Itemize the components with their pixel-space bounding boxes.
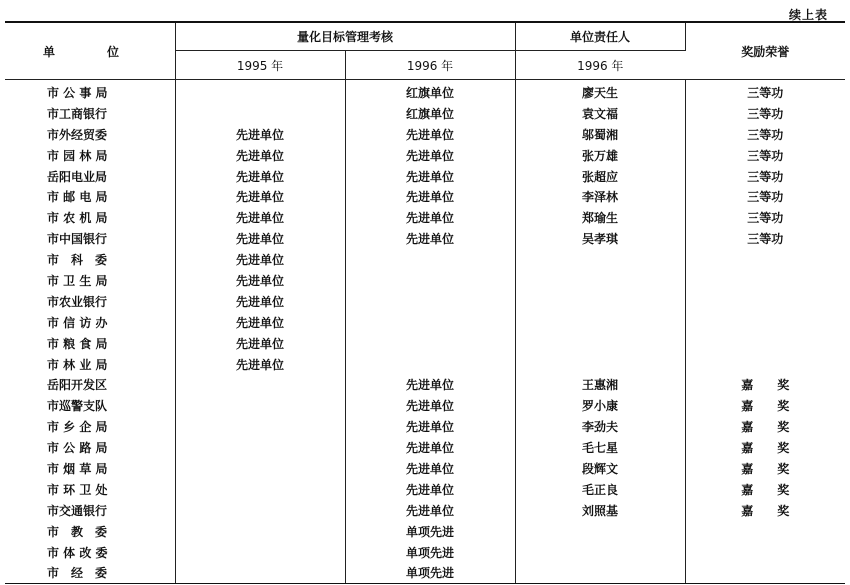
assessment-1995-cell: 先进单位: [175, 249, 345, 270]
award-cell: [685, 521, 845, 542]
unit-cell: 市 粮 食 局: [5, 333, 175, 354]
table-row: [5, 458, 845, 479]
responsible-person-cell: [515, 521, 685, 542]
unit-cell: 岳阳开发区: [5, 374, 175, 395]
unit-cell: 市 林 业 局: [5, 354, 175, 375]
award-cell: 嘉 奖: [741, 441, 790, 456]
assessment-1996-cell: 先进单位: [345, 228, 515, 249]
table-row: [5, 374, 845, 395]
assessment-1996-cell: 先进单位: [345, 145, 515, 166]
responsible-person-cell: 张超应: [515, 166, 685, 187]
responsible-person-cell: 邬蜀湘: [515, 124, 685, 145]
table-row: [5, 500, 845, 521]
assessment-1996-cell: 先进单位: [345, 186, 515, 207]
table-row: [5, 437, 845, 458]
unit-cell: 市 烟 草 局: [5, 458, 175, 479]
award-cell: 三等功: [747, 211, 784, 226]
assessment-1995-cell: [175, 80, 345, 103]
header-year-1995: 1995 年: [175, 51, 345, 80]
responsible-person-cell: 毛正良: [515, 479, 685, 500]
assessment-1995-cell: 先进单位: [175, 333, 345, 354]
unit-cell: 市外经贸委: [5, 124, 175, 145]
assessment-1996-cell: [345, 270, 515, 291]
award-cell: 嘉 奖: [741, 503, 790, 518]
header-responsible: 单位责任人: [515, 22, 685, 51]
award-cell: [685, 333, 845, 354]
table-row: [5, 291, 845, 312]
responsible-person-cell: 郑瑜生: [515, 207, 685, 228]
assessment-1995-cell: 先进单位: [175, 270, 345, 291]
unit-cell: 市 体 改 委: [5, 542, 175, 563]
responsible-person-cell: 廖天生: [515, 80, 685, 103]
unit-cell: 市 农 机 局: [5, 207, 175, 228]
table-row: [5, 186, 845, 207]
assessment-1995-cell: 先进单位: [175, 291, 345, 312]
award-cell: [685, 249, 845, 270]
table-row: [5, 207, 845, 228]
table-row: [5, 479, 845, 500]
unit-cell: 市交通银行: [5, 500, 175, 521]
responsible-person-cell: 李劲夫: [515, 416, 685, 437]
table-row: [5, 312, 845, 333]
responsible-person-cell: [515, 312, 685, 333]
responsible-person-cell: 吴孝琪: [515, 228, 685, 249]
unit-cell: 市 卫 生 局: [5, 270, 175, 291]
table-caption: 续上表: [788, 8, 828, 22]
header-unit-char2: 位: [107, 44, 120, 59]
assessment-1995-cell: [175, 521, 345, 542]
assessment-1995-cell: 先进单位: [175, 186, 345, 207]
unit-cell: 市工商银行: [5, 103, 175, 124]
table-row: [5, 80, 845, 103]
award-cell: 嘉 奖: [741, 461, 790, 476]
assessment-1996-cell: 先进单位: [345, 374, 515, 395]
unit-cell: 市 环 卫 处: [5, 479, 175, 500]
assessment-1995-cell: 先进单位: [175, 354, 345, 375]
responsible-person-cell: 袁文福: [515, 103, 685, 124]
table-row: [5, 166, 845, 187]
assessment-1996-cell: 红旗单位: [345, 103, 515, 124]
header-year-1996: 1996 年: [345, 51, 515, 80]
responsible-person-cell: 段辉文: [515, 458, 685, 479]
responsible-person-cell: [515, 249, 685, 270]
assessment-1996-cell: 先进单位: [345, 166, 515, 187]
assessment-1996-cell: 单项先进: [345, 521, 515, 542]
unit-cell: 市 邮 电 局: [5, 186, 175, 207]
unit-cell: 市农业银行: [5, 291, 175, 312]
award-cell: 三等功: [747, 127, 784, 142]
responsible-person-cell: [515, 354, 685, 375]
header-responsible-year: 1996 年: [515, 51, 685, 80]
award-cell: 三等功: [747, 148, 784, 163]
assessment-1995-cell: [175, 479, 345, 500]
table-row: [5, 521, 845, 542]
assessment-1995-cell: 先进单位: [175, 145, 345, 166]
award-cell: [685, 354, 845, 375]
responsible-person-cell: 王惠湘: [515, 374, 685, 395]
award-cell: 三等功: [747, 85, 784, 100]
unit-cell: 市 信 访 办: [5, 312, 175, 333]
unit-cell: 岳阳电业局: [5, 166, 175, 187]
responsible-person-cell: [515, 542, 685, 563]
responsible-person-cell: 刘照基: [515, 500, 685, 521]
assessment-1996-cell: 先进单位: [345, 479, 515, 500]
table-row: [5, 249, 845, 270]
award-cell: [685, 312, 845, 333]
assessment-1996-cell: [345, 333, 515, 354]
award-cell: 三等功: [747, 190, 784, 205]
responsible-person-cell: 李泽林: [515, 186, 685, 207]
award-cell: 嘉 奖: [741, 399, 790, 414]
assessment-1995-cell: [175, 542, 345, 563]
unit-cell: 市 经 委: [5, 562, 175, 583]
unit-cell: 市巡警支队: [5, 395, 175, 416]
responsible-person-cell: [515, 562, 685, 583]
table-row: [5, 145, 845, 166]
table-row: [5, 395, 845, 416]
header-assessment: 量化目标管理考核: [175, 22, 515, 51]
award-cell: [685, 542, 845, 563]
assessment-1995-cell: 先进单位: [175, 166, 345, 187]
assessment-1996-cell: [345, 291, 515, 312]
assessment-1995-cell: 先进单位: [175, 207, 345, 228]
assessment-1996-cell: 单项先进: [345, 542, 515, 563]
award-cell: 嘉 奖: [741, 378, 790, 393]
table-row: [5, 270, 845, 291]
assessment-1995-cell: [175, 103, 345, 124]
award-cell: 嘉 奖: [741, 482, 790, 497]
header-unit: [5, 22, 175, 80]
assessment-1996-cell: 红旗单位: [345, 80, 515, 103]
unit-cell: 市 园 林 局: [5, 145, 175, 166]
award-cell: [685, 270, 845, 291]
award-cell: [685, 291, 845, 312]
responsible-person-cell: [515, 291, 685, 312]
responsible-person-cell: 罗小康: [515, 395, 685, 416]
assessment-1995-cell: [175, 500, 345, 521]
assessment-1996-cell: 先进单位: [345, 207, 515, 228]
table-row: [5, 103, 845, 124]
table-row: [5, 542, 845, 563]
unit-cell: 市 公 路 局: [5, 437, 175, 458]
responsible-person-cell: [515, 270, 685, 291]
assessment-1996-cell: [345, 354, 515, 375]
table-row: [5, 416, 845, 437]
responsible-person-cell: 毛七星: [515, 437, 685, 458]
award-cell: 三等功: [747, 169, 784, 184]
header-award: 奖励荣誉: [685, 22, 845, 80]
unit-cell: 市 公 事 局: [5, 80, 175, 103]
assessment-1995-cell: 先进单位: [175, 124, 345, 145]
unit-cell: 市 教 委: [5, 521, 175, 542]
assessment-1996-cell: 先进单位: [345, 395, 515, 416]
assessment-1995-cell: [175, 562, 345, 583]
unit-cell: 市中国银行: [5, 228, 175, 249]
assessment-1995-cell: [175, 374, 345, 395]
table-row: [5, 124, 845, 145]
assessment-1995-cell: 先进单位: [175, 228, 345, 249]
table-row: [5, 228, 845, 249]
unit-cell: 市 乡 企 局: [5, 416, 175, 437]
table-body: [5, 80, 845, 584]
assessment-1996-cell: 先进单位: [345, 500, 515, 521]
responsible-person-cell: [515, 333, 685, 354]
table-row: [5, 333, 845, 354]
assessment-1995-cell: [175, 458, 345, 479]
award-cell: [685, 562, 845, 583]
assessment-1996-cell: 先进单位: [345, 124, 515, 145]
award-cell: 三等功: [747, 232, 784, 247]
assessment-1996-cell: 先进单位: [345, 416, 515, 437]
assessment-1995-cell: 先进单位: [175, 312, 345, 333]
assessment-1996-cell: 先进单位: [345, 458, 515, 479]
award-cell: 嘉 奖: [741, 420, 790, 435]
assessment-1996-cell: [345, 312, 515, 333]
assessment-1995-cell: [175, 395, 345, 416]
awards-table: [5, 21, 845, 584]
table-row: [5, 354, 845, 375]
award-cell: 三等功: [747, 106, 784, 121]
unit-cell: 市 科 委: [5, 249, 175, 270]
assessment-1995-cell: [175, 416, 345, 437]
assessment-1995-cell: [175, 437, 345, 458]
assessment-1996-cell: 先进单位: [345, 437, 515, 458]
assessment-1996-cell: 单项先进: [345, 562, 515, 583]
header-unit-char1: 单: [43, 44, 56, 59]
responsible-person-cell: 张万雄: [515, 145, 685, 166]
table-header: [5, 22, 845, 80]
table-row: [5, 562, 845, 583]
assessment-1996-cell: [345, 249, 515, 270]
